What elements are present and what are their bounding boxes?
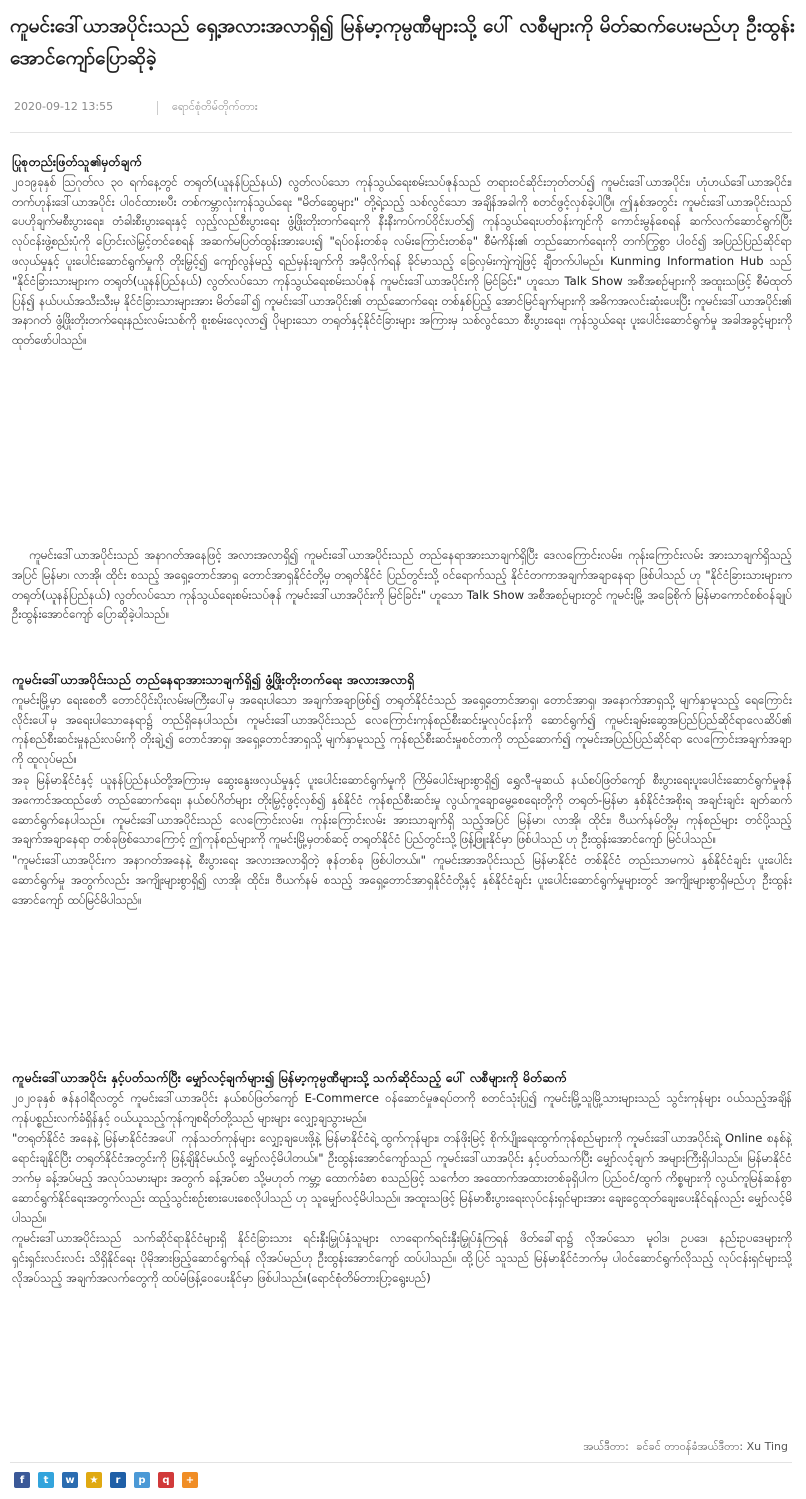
renren-icon[interactable]: r: [110, 1472, 126, 1488]
editor-label: အယ်ဒီတာ:: [583, 1440, 629, 1453]
section-heading: ကူမင်းဒေါ်ယာအပိုင်း နှင့်ပတ်သက်ပြီး မျှော်လင့်ချက်များ၍ မြန်မာ့ကုမ္ပဏီများသို့ သက်ဆိုင်သည့် ပေါ် လစီများကို မိတ်ဆက်: [12, 1070, 567, 1085]
editor-credit: [579, 1440, 788, 1456]
section-expectations: [12, 1068, 792, 1438]
paragraph: ကူမင်းဒေါ်ယာအပိုင်းသည် သက်ဆိုင်ရာနိုင်ငံများရှိ နိုင်ငံခြားသား ရင်းနှီးမြှုပ်နှံသူများ လာရောက်ရင်းနှီးမြှုပ်နှံကြရန် ဖိတ်ခေါ်ရာ၌ လိုအပ်သော မူဝါဒ၊ ဥပဒေ၊ နည်းဥပဒေများကို ရှင်းရှင်းလင်းလင်း သိရှိနိုင်ရေး ပိုမိုအားဖြည့်ဆောင်ရွက်ရန် လိုအပ်မည်ဟု ဦးထွန်းအောင်ကျော် ထပ်ပါသည်။ ထို့ပြင် သူသည် မြန်မာနိုင်ငံဘက်မှ ပါဝင်ဆောင်ရွက်လိုသည့် လုပ်ငန်းရှင်များသို့ လိုအပ်သည့် အချက်အလက်တွေကို ထပ်မံဖြန့်ဝေပေးနိုင်မှာ ဖြစ်ပါသည်။(ရောင်စုံတိမ်တားပြာ့ရွေးပည်): [12, 1231, 792, 1285]
paragraph: ၂၀၂၀ခုနှစ် ဇန်နဝါရီလတွင် ကူမင်းဒေါ်ယာအပိုင်း နယ်စပ်ဖြတ်ကျော် E-Commerce ဝန်ဆောင်မှုဇရပ်တကို စတင်သုံးပြု၍ ကူမင်းမြို့သူမြို့သားများသည် သွင်းကုန်များ ဝယ်သည့်အချိန် ကုန်ပစ္စည်းလက်ခံရှိန်နှင့် ဝယ်ယူသည့်ကုန်ကျစရိတ်တို့သည် များများ လျှော့ချသွားမည်။: [12, 1090, 792, 1125]
paragraph: ၂၀၁၉ခုနှစ် ဩဂုတ်လ ၃၀ ရက်နေ့တွင် တရုတ်(ယူနန်ပြည်နယ်) လွတ်လပ်သော ကုန်သွယ်ရေးစမ်းသပ်ဇုန်သည် တရားဝင်ဆိုင်းဘုတ်တပ်၍ ကူမင်းဒေါ်ယာအပိုင်း၊ ဟုံဟယ်ဒေါ်ယာအပိုင်း၊ တက်ဟုန်းဒေါ်ယာအပိုင်း ပါဝင်ထားၿပီး တစ်ကမ္ဘာလုံးကုန်သွယ်ရေး "မိတ်ဆွေများ" တို့ရဲ့သည့် သစ်လွင်သော အချိန်အခါကို စတင်ဖွင့်လှစ်ခဲ့ပါပြီ။ ဤနှစ်အတွင်း ကူမင်းဒေါ်ယာအပိုင်းသည် ပေဟိုချက်မစီးပွားရေး၊ တံခါးစီးပွားရေးနှင့် လှည့်လည်စီးပွားရေး ဖွံ့ဖြိုးတိုးတက်ရေးကို နီးနီးကပ်ကပ်ဝိုင်းပတ်၍ ကုန်သွယ်ရေးပတ်ဝန်းကျင်ကို ကောင်းမွန်စေရန် ဆက်လက်ဆောင်ရွက်ပြီး လုပ်ငန်းဖွဲ့စည်းပုံကို ပြောင်းလဲမြှင့်တင်စေရန် အဆက်မပြတ်ထွန်းအားပေး၍ "ရပ်ဝန်းတစ်ခု လမ်းကြောင်းတစ်ခု" စီမံကိန်း၏ တည်ဆောက်ရေးကို တက်ကြွစွာ ပါဝင်၍ အပြည်ပြည်ဆိုင်ရာ ဖလှယ်မှုနှင့် ပူးပေါင်းဆောင်ရွက်မှုကို တိုးမြှင့်၍ ကျော်လွန်မည့် ရည်မှန်းချက်ကို အမှီလိုက်ရန် ခိုင်မာသည့် ခြေလှမ်းကျဲကျဲဖြင့် ချီတက်ပါမည်။ Kunming Information Hub သည် "နိုင်ငံခြားသားများက တရုတ်(ယူနန်ပြည်နယ်) လွတ်လပ်သော ကုန်သွယ်ရေးစမ်းသပ်ဇုန် ကူမင်းဒေါ်ယာအပိုင်းကို မြင်ခြင်း" ဟူသော Talk Show အစီအစဉ်များကို အထူးသဖြင့် စီမံထုတ်ပြန်၍ နယ်ပယ်အသီးသီးမှ နိုင်ငံခြားသားများအား မိတ်ခေါ်၍ ကူမင်းဒေါ်ယာအပိုင်း၏ တည်ဆောက်ရေး တစ်နှစ်ပြည့် အောင်မြင်ချက်များကို အဓိကအလင်းဆုံးပေးပြီး ကူမင်းဒေါ်ယာအပိုင်း၏ အနာဂတ် ဖွံ့ဖြိုးတိုးတက်ရေးနည်းလမ်းသစ်ကို စူးစမ်းလေ့လာ၍ ပိုများသော တရုတ်နှင့်နိုင်ငံခြားများ အကြားမှ သစ်လွင်သော စီးပွားရေး၊ ကုန်သွယ်ရေး ပူးပေါင်းဆောင်ရွက်မှု အခါအခွင့်များကို ထုတ်ဖော်ပါသည်။: [12, 174, 792, 348]
qzone-icon[interactable]: ★: [86, 1472, 102, 1488]
paragraph: ကူမင်းမြို့မှာ ရေးစေတီ တောင်ပိုင်းပိုးလမ်းမကြီးပေါ်မှ အရေးပါသော အချက်အချာဖြစ်၍ တရုတ်နိုင်ငံသည် အရှေ့တောင်အာရှ၊ တောင်အာရှ၊ အနောက်အာရှသို့ မျက်နှာမူသည့် ရေကြောင်းလိုင်းပေါ်မှ အရေးပါသောနေရာ၌ တည်ရှိနေပါသည်။ ကူမင်းဒေါ်ယာအပိုင်းသည် လေကြောင်းကုန်စည်စီးဆင်းမှုလုပ်ငန်းကို ဆောင်ရွက်၍ ကူမင်းချမ်းဆွေအပြည်ပြည်ဆိုင်ရာလေဆိပ်၏ ကုန်စည်စီးဆင်းမှုနည်းလမ်းကို တိုးချဲ့၍ တောင်အာရှ၊ အရှေ့တောင်အာရှသို့ မျက်နှာမူသည့် ကုန်စည်စီးဆင်းမှုစင်တာကို တည်ဆောက်၍ ကူမင်းအပြည်ပြည်ဆိုင်ရာ လေကြောင်းအချက်အချာကို ထူလုပ်မည်။: [12, 692, 792, 767]
section-intro: [12, 546, 792, 668]
footer-divider: [10, 1462, 792, 1463]
paragraph: ကူမင်းဒေါ်ယာအပိုင်းသည် အနာဂတ်အနေဖြင့် အလားအလာရှိ၍ ကူမင်းဒေါ်ယာအပိုင်းသည် တည်နေရာအားသာချက်ရှိပြီး ဒေလကြောင်းလမ်း၊ ကုန်းကြောင်းလမ်း အားသာချက်ရှိသည့်အပြင် မြန်မာ၊ လာအို၊ ထိုင်း စသည့် အရှေ့တောင်အာရှ တောင်အာရှနိုင်ငံတို့မှ တရုတ်နိုင်ငံ ပြည်တွင်းသို့ ဝင်ရောက်သည့် နိုင်ငံတကာအချက်အချာနေရာ ဖြစ်ပါသည် ဟု "နိုင်ငံခြားသားများက တရုတ်(ယူနန်ပြည်နယ်) လွတ်လပ်သော ကုန်သွယ်ရေးစမ်းသပ်ဇုန် ကူမင်းဒေါ်ယာအပိုင်းကို မြင်ခြင်း" ဟူသော Talk Show အစီအစဉ်များတွင် ကူမင်းမြို့ အခြေစိုက် မြန်မာကောင်စစ်ဝန်ချုပ် ဦးထွန်းအောင်ကျော် ပြောဆိုခဲ့ပါသည်။: [12, 548, 792, 622]
meta-divider: [157, 101, 158, 115]
paragraph: "တရုတ်နိုင်ငံ အနေနဲ့ မြန်မာနိုင်ငံအပေါ် ကုန်သတ်ကုန်များ လျှော့ချပေးဖို့နဲ့ မြန်မာနိုင်ငံရဲ့ ထွက်ကုန်များ၊ တန်ဖိုးမြင့် စိုက်ပျိုးရေးထွက်ကုန်စည်များကို ကူမင်းဒေါ်ယာအပိုင်းရဲ့ Online စနစ်နဲ့ ရောင်းချနိုင်ပြီး တရုတ်နိုင်ငံအတွင်းကို ဖြန့်ချိနိုင်မယ်လို့ မျှော်လင့်မိပါတယ်။" ဦးထွန်းအောင်ကျော်သည် ကူမင်းဒေါ်ယာအပိုင်း နှင့်ပတ်သက်ပြီး မျှော်လင့်ချက် အများကြီးရှိပါသည်။ မြန်မာနိုင်ငံဘက်မှ ခန့်အပ်မည့် အလုပ်သမားများ အတွက် ခန့်အပ်စာ သို့မဟုတ် ကမ္ဘာ့ ထောက်ခံစာ စသည်ဖြင့် သင်္ကေတ အထောက်အထားတစ်ခုရှိပါက ပြည်ဝင်/ထွက် ကိစ္စများကို လွယ်ကူမြန်ဆန်စွာ ဆောင်ရွက်နိုင်ရေးအတွက်လည်း ထည့်သွင်းစဉ်းစားပေးစေလိုပါသည် ဟု သူမျှော်လင့်မိပါသည်။ အထူးသဖြင့် မြန်မာစီးပွားရေးလုပ်ငန်းရှင်များအား ချေးငွေထုတ်ချေးပေးနိုင်ရန်လည်း မျှော်လင့်မိပါသည်။: [12, 1131, 792, 1225]
pinterest-icon[interactable]: p: [134, 1472, 150, 1488]
weibo-icon[interactable]: w: [62, 1472, 78, 1488]
section-heading: ပြုစုတည်းဖြတ်သူ၏မှတ်ချက်: [12, 154, 142, 169]
paragraph: "ကူမင်းဒေါ်ယာအပိုင်းက အနာဂတ်အနေနဲ့ စီးပွားရေး အလားအလာရှိတဲ့ ဇုန်တစ်ခု ဖြစ်ပါတယ်။" ကူမင်းအာအပိုင်းသည် မြန်မာနိုင်ငံ တစ်နိုင်ငံ တည်းသာမကပဲ နှစ်နိုင်ငံချင်း ပူးပေါင်းဆောင်ရွက်မှု အတွက်လည်း အကျိုးများစွာရှိ၍ လာအို၊ ထိုင်း၊ ဗီယက်နမ် စသည့် အရှေ့တောင်အာရှနိုင်ငံတို့နှင့် နှစ်နိုင်ငံချင်း ပူးပေါင်းဆောင်ရွက်မှုများတွင် အကျိုးများစွာရှိမည်ဟု ဦးထွန်းအောင်ကျော် ထပ်မြင်မိပါသည်။: [12, 853, 792, 907]
share-bar: [14, 1472, 206, 1490]
article-source: ရောင်စုံတိမ်တိုက်တား: [172, 100, 258, 113]
tencent-icon[interactable]: q: [158, 1472, 174, 1488]
section-editor-note: [12, 152, 792, 532]
more-share-icon[interactable]: +: [182, 1472, 198, 1488]
article-title: ကူမင်းဒေါ်ယာအပိုင်းသည် ရှေ့အလားအလာရှိ၍ မြန်မာ့ကုမ္ပဏီများသို့ ပေါ် လစီများကို မိတ်ဆက်ပေးမည်ဟု ဦးထွန်းအောင်ကျော်ပြောဆိုခဲ့: [10, 15, 795, 69]
header-divider: [10, 132, 792, 133]
paragraph: အခု မြန်မာနိုင်ငံနှင့် ယူနန်ပြည်နယ်တို့အကြားမှ ဆွေးနွေးဖလှယ်မှုနှင့် ပူးပေါင်းဆောင်ရွက်မှုကို ကြိမ်ပေါင်းများစွာရှိ၍ ရွှေလီ-မူဆယ် နယ်စပ်ဖြတ်ကျော် စီးပွားရေးပူးပေါင်းဆောင်ရွက်မှုဇုန် အကောင်အထည်ဖော် တည်ဆောက်ရေး၊ နယ်စပ်ဂိတ်များ တိုးမြှင့်ဖွင့်လှစ်၍ နှစ်နိုင်ငံ ကုန်စည်စီးဆင်းမှု လွယ်ကူချောမွေ့စေရေးတို့ကို တရုတ်-မြန်မာ နှစ်နိုင်ငံအစိုးရ အချင်းချင်း ချတ်ဆက်ဆောင်ရွက်နေပါသည်။ ကူမင်းဒေါ်ယာအပိုင်းသည် လေကြောင်းလမ်း၊ ကုန်းကြောင်းလမ်း အားသာချက်ရှိ သည့်အပြင် မြန်မာ၊ လာအို၊ ထိုင်း၊ ဗီယက်နမ်တို့မှ ကုန်စည်များ တင်ပို့သည့် အချက်အချာနေရာ တစ်ခုဖြစ်သောကြောင့် ဤကုန်စည်များကို ကူမင်းမြို့မှတစ်ဆင့် တရုတ်နိုင်ငံ ပြည်တွင်းသို့ ဖြန့်ဖြူးနိုင်မှာ ဖြစ်ပါသည် ဟု ဦးထွန်းအောင်ကျော် မြင်ပါသည်။: [12, 772, 792, 847]
twitter-icon[interactable]: t: [38, 1472, 54, 1488]
facebook-icon[interactable]: f: [14, 1472, 30, 1488]
article-meta: [14, 100, 794, 120]
publish-date: 2020-09-12 13:55: [14, 100, 114, 113]
section-location-advantage: [12, 670, 792, 1054]
editor-names: ခင်ခင် တာဝန်ခံအယ်ဒီတာ: Xu Ting: [636, 1440, 788, 1453]
section-heading: ကူမင်းဒေါ်ယာအပိုင်းသည် တည်နေရာအားသာချက်ရှိ၍ ဖွံ့ဖြိုးတိုးတက်ရေး အလားအလာရှိ: [12, 672, 415, 687]
